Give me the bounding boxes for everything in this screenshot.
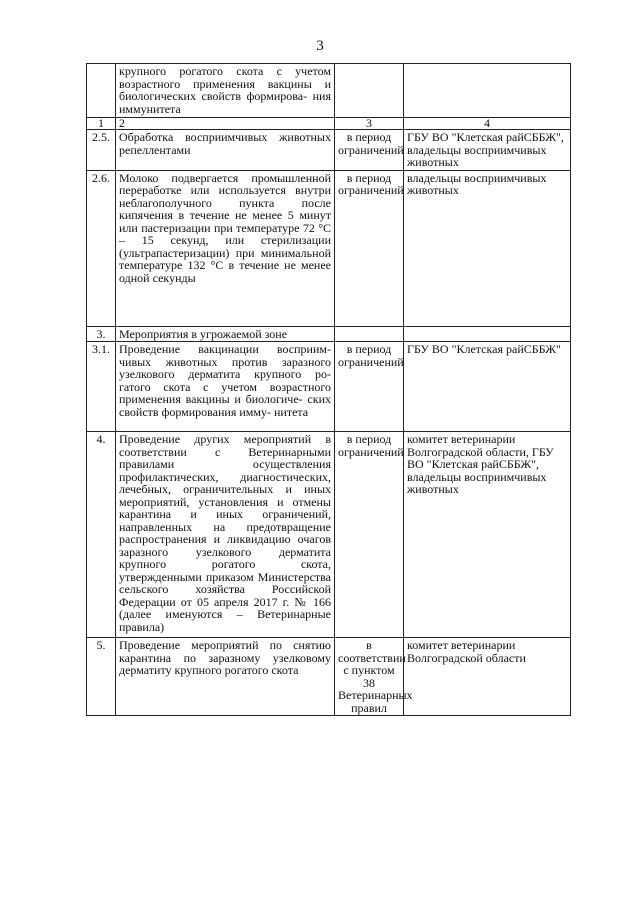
column-number: 4 (404, 118, 571, 130)
responsible-text: комитет ветеринарии Волгоградской области (404, 638, 571, 716)
column-number: 1 (87, 118, 116, 130)
measure-text: Проведение вакцинации восприим- чивых животных против заразного узелкового дерматита крупного ро- гатого скота с учетом возрастного применения вакцины и биологиче- ских свойств формирования имму- нитета (116, 342, 335, 432)
measure-text: Проведение мероприятий по снятию карантина по заразному узелковому дерматиту крупного рогатого скота (116, 638, 335, 716)
measure-text: Молоко подвергается промышленной переработке или используется внутри неблагополучного пункта после кипячения в течение не менее 5 минут или пастеризации при температуре 72 °С – 15 секунд, или стерилизации (ультрапастеризации) при минимальной температуре 132 °С в течение не менее одной секунды (116, 170, 335, 326)
measure-text: крупного рогатого скота с учетом возрастного применения вакцины и биологических свойств формирова- ния иммунитета (119, 64, 331, 116)
term-text: в период ограничений (335, 342, 404, 432)
row-number: 2.6. (87, 170, 116, 326)
section-row (87, 326, 571, 342)
column-number: 2 (116, 118, 335, 130)
table-row (87, 342, 571, 432)
table-row (87, 130, 571, 171)
responsible-text: ГБУ ВО "Клетская райСББЖ" (404, 342, 571, 432)
measure-text: Обработка восприимчивых животных репеллентами (116, 130, 335, 171)
term-cell (335, 64, 404, 118)
column-number: 3 (335, 118, 404, 130)
term-text: в период ограничений (335, 170, 404, 326)
term-text: в период ограничений (335, 130, 404, 171)
responsible-cell (404, 64, 571, 118)
column-numbers-row (87, 118, 571, 130)
row-number: 3. (87, 326, 116, 342)
measures-table (86, 63, 571, 716)
row-number: 3.1. (87, 342, 116, 432)
section-title: Мероприятия в угрожаемой зоне (116, 326, 335, 342)
table-row (87, 432, 571, 638)
row-number: 5. (87, 638, 116, 716)
row-number: 2.5. (87, 130, 116, 171)
term-text: в период ограничений (335, 432, 404, 638)
measure-text: Проведение других мероприятий в соответствии с Ветеринарными правилами осуществления профилактических, диагностических, лечебных, ограничительных и иных мероприятий, установления и отмены карантина и иных ограничений, направленных на предотвращение распространения и ликвидацию очагов заразного узелкового дерматита крупного рогатого скота, утвержденными приказом Министерства сельского хозяйства Российской Федерации от 05 апреля 2017 г. № 166 (далее именуются – Ветеринарные правила) (116, 432, 335, 638)
table-row (87, 64, 571, 118)
term-text (335, 326, 404, 342)
responsible-text (404, 326, 571, 342)
row-number-cell (87, 64, 116, 118)
table-row (87, 170, 571, 326)
term-text: в соответствии с пунктом 38 Ветеринарных правил (335, 638, 404, 716)
responsible-text: комитет ветеринарии Волгоградской области, ГБУ ВО "Клетская райСББЖ", владельцы восприимчивых животных (404, 432, 571, 638)
page-number: 3 (316, 38, 324, 54)
responsible-text: ГБУ ВО "Клетская райСББЖ", владельцы восприимчивых животных (404, 130, 571, 171)
measure-cell (116, 64, 335, 118)
responsible-text: владельцы восприимчивых животных (404, 170, 571, 326)
row-number: 4. (87, 432, 116, 638)
table-row (87, 638, 571, 716)
